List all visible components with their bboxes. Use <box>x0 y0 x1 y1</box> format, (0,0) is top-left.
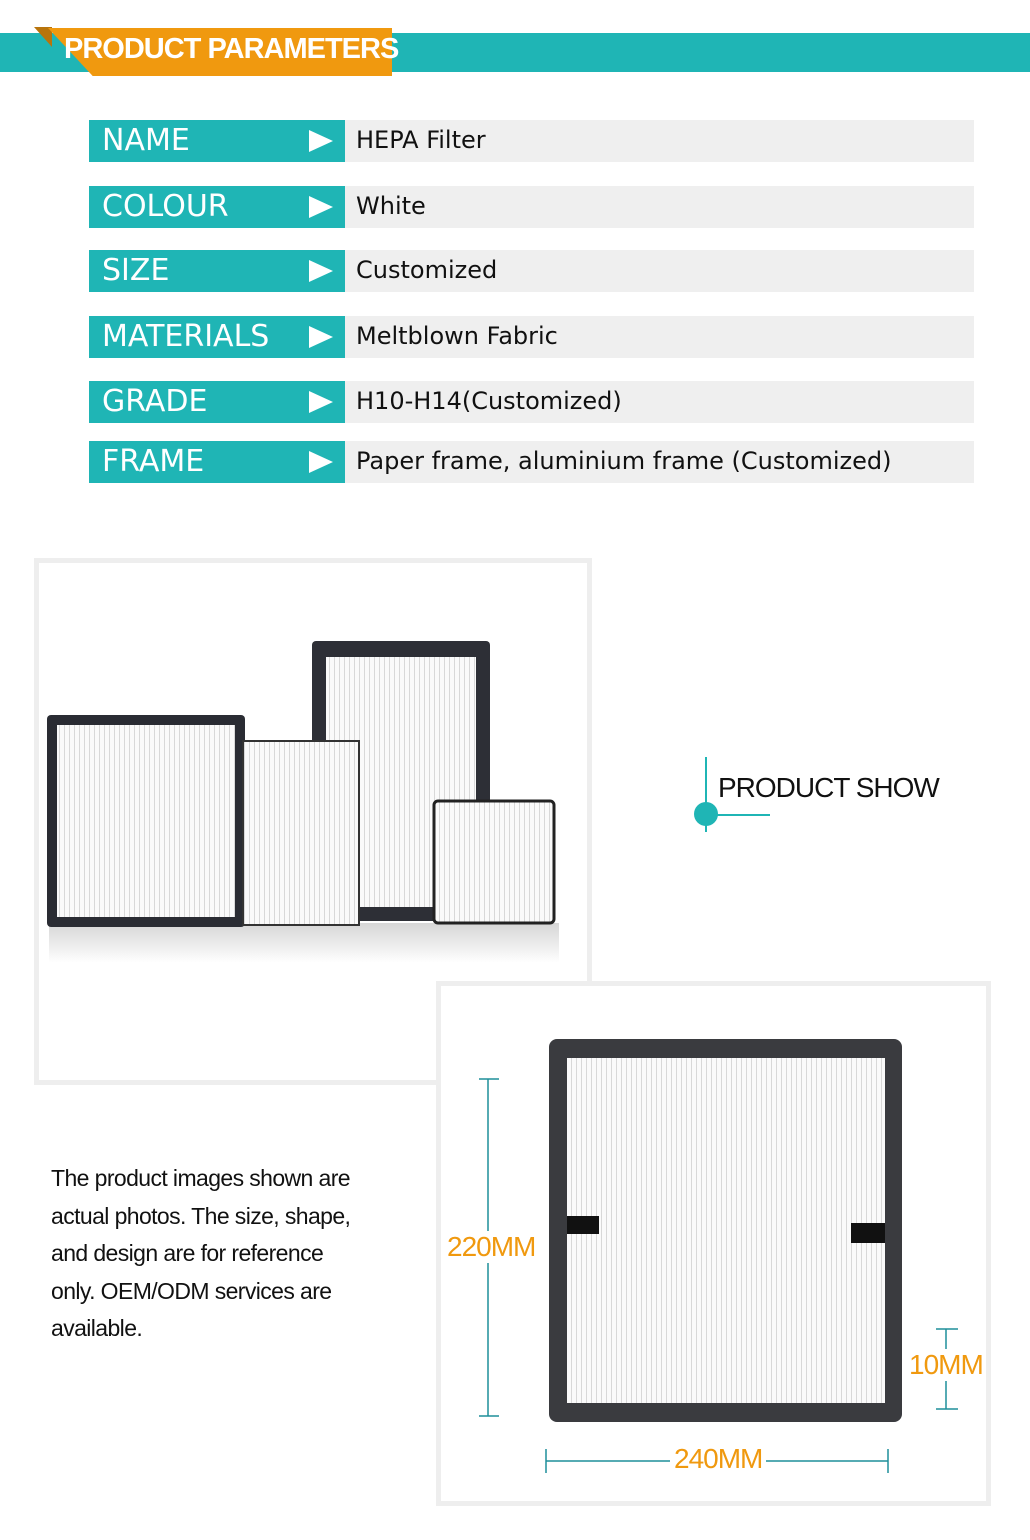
parameter-row-materials <box>89 316 974 358</box>
arrow-right-icon <box>309 260 333 282</box>
parameter-label-text: GRADE <box>102 384 208 419</box>
arrow-right-icon <box>309 196 333 218</box>
parameter-value: White <box>345 186 974 228</box>
arrow-right-icon <box>309 130 333 152</box>
parameter-value: Paper frame, aluminium frame (Customized) <box>345 441 974 483</box>
disclaimer-text: The product images shown are actual photos. The size, shape, and design are for reference only. OEM/ODM services are available. <box>51 1165 351 1341</box>
parameter-value: Customized <box>345 250 974 292</box>
parameter-label <box>89 250 345 292</box>
height-dimension-label: 220MM <box>447 1231 536 1262</box>
parameter-label-text: SIZE <box>102 253 170 288</box>
parameter-row-frame <box>89 441 974 483</box>
arrow-right-icon <box>309 391 333 413</box>
depth-dimension-label: 10MM <box>909 1349 983 1380</box>
parameter-label-text: FRAME <box>102 444 205 479</box>
parameter-value: HEPA Filter <box>345 120 974 162</box>
parameter-label <box>89 316 345 358</box>
arrow-right-icon <box>309 326 333 348</box>
arrow-right-icon <box>309 451 333 473</box>
parameter-row-colour <box>89 186 974 228</box>
product-show-title: PRODUCT SHOW <box>718 772 939 803</box>
parameter-value: H10-H14(Customized) <box>345 381 974 423</box>
parameter-value: Meltblown Fabric <box>345 316 974 358</box>
parameter-label <box>89 441 345 483</box>
page-title: PRODUCT PARAMETERS <box>64 33 399 65</box>
parameter-label <box>89 186 345 228</box>
parameter-label-text: COLOUR <box>102 189 229 224</box>
parameter-label <box>89 381 345 423</box>
parameter-row-grade <box>89 381 974 423</box>
parameter-label-text: NAME <box>102 123 190 158</box>
parameter-row-size <box>89 250 974 292</box>
parameter-row-name <box>89 120 974 162</box>
parameter-label-text: MATERIALS <box>102 319 270 354</box>
width-dimension-label: 240MM <box>670 1443 766 1475</box>
parameter-label <box>89 120 345 162</box>
